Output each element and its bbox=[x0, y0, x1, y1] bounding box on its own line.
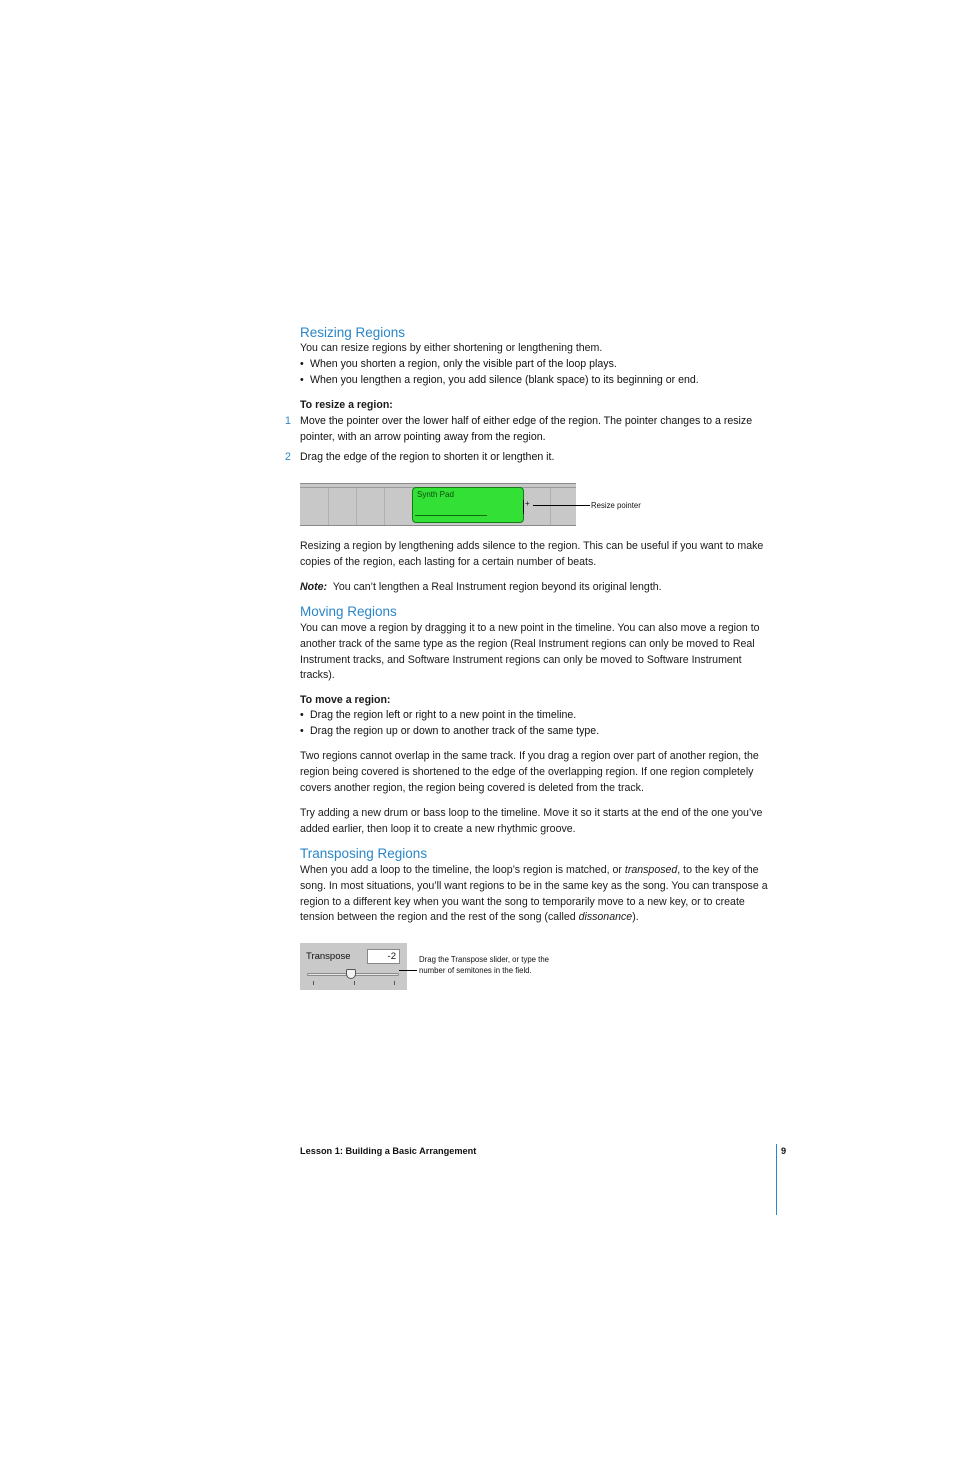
resizing-intro: You can resize regions by either shortening or lengthening them. bbox=[300, 342, 603, 354]
region-label: Synth Pad bbox=[417, 490, 454, 499]
bullet-icon: • bbox=[300, 374, 304, 386]
synth-pad-region[interactable] bbox=[412, 487, 524, 523]
transpose-control-figure bbox=[300, 943, 407, 990]
transpose-slider-thumb[interactable] bbox=[346, 969, 356, 979]
moving-paragraph-2: Try adding a new drum or bass loop to the timeline. Move it so it starts at the end of the one you’ve added earlier, then loop it to create a new rhythmic groove. bbox=[300, 807, 763, 835]
moving-paragraph-1: Two regions cannot overlap in the same track. If you drag a region over part of another region, the region being covered is shortened to the edge of the overlapping region. If one region completely covers another region, the region being covered is deleted from the track. bbox=[300, 750, 759, 794]
transpose-label: Transpose bbox=[306, 951, 351, 962]
bullet-icon: • bbox=[300, 725, 304, 737]
section-heading-resizing: Resizing Regions bbox=[300, 325, 406, 340]
resize-pointer-icon: + bbox=[523, 500, 530, 514]
task-heading-move: To move a region: bbox=[300, 694, 391, 706]
callout-line bbox=[533, 505, 590, 506]
transpose-value-field[interactable]: -2 bbox=[367, 949, 400, 964]
task-heading-resize: To resize a region: bbox=[300, 399, 393, 411]
footer-chapter-title: Lesson 1: Building a Basic Arrangement bbox=[300, 1146, 477, 1156]
section-heading-transposing: Transposing Regions bbox=[300, 846, 428, 861]
note bbox=[300, 580, 776, 596]
step-item: 1 Move the pointer over the lower half of either edge of the region. The pointer changes to a resize pointer, with an arrow pointing away from the region. bbox=[285, 415, 753, 443]
callout-line bbox=[399, 970, 417, 971]
step-text: Drag the edge of the region to shorten it or lengthen it. bbox=[300, 451, 555, 463]
step-text: Move the pointer over the lower half of either edge of the region. The pointer changes to a resize pointer, with an arrow pointing away from the region. bbox=[300, 415, 753, 443]
callout-resize-pointer: Resize pointer bbox=[591, 501, 641, 510]
footer-divider bbox=[776, 1144, 777, 1215]
moving-intro: You can move a region by dragging it to a new point in the timeline. You can also move a region to another track of the same type as the region (Real Instrument regions can only be moved to Real Instrument tracks, and Software Instrument regions can only be moved to Software Instrument tracks). bbox=[300, 622, 760, 682]
note-text: You can’t lengthen a Real Instrument region beyond its original length. bbox=[332, 581, 662, 593]
resizing-paragraph: Resizing a region by lengthening adds silence to the region. This can be useful if you want to make copies of the region, each lasting for a certain number of beats. bbox=[300, 540, 764, 568]
note-label: Note: bbox=[300, 581, 328, 593]
step-item: 2 Drag the edge of the region to shorten it or lengthen it. bbox=[285, 451, 555, 463]
page-number: 9 bbox=[781, 1146, 787, 1156]
callout-transpose: Drag the Transpose slider, or type the number of semitones in the field. bbox=[419, 955, 550, 975]
transposing-paragraph: When you add a loop to the timeline, the loop’s region is matched, or transposed, to the key of the song. In most situations, you’ll want regions to be in the same key as the song. You can transpose a region to a different key when you want the song to temporarily move to a new key, or to create tension between the region and the rest of the song (called dissonance). bbox=[300, 864, 768, 924]
bullet-icon: • bbox=[300, 358, 304, 370]
bullet-icon: • bbox=[300, 709, 304, 721]
section-heading-moving: Moving Regions bbox=[300, 604, 397, 619]
